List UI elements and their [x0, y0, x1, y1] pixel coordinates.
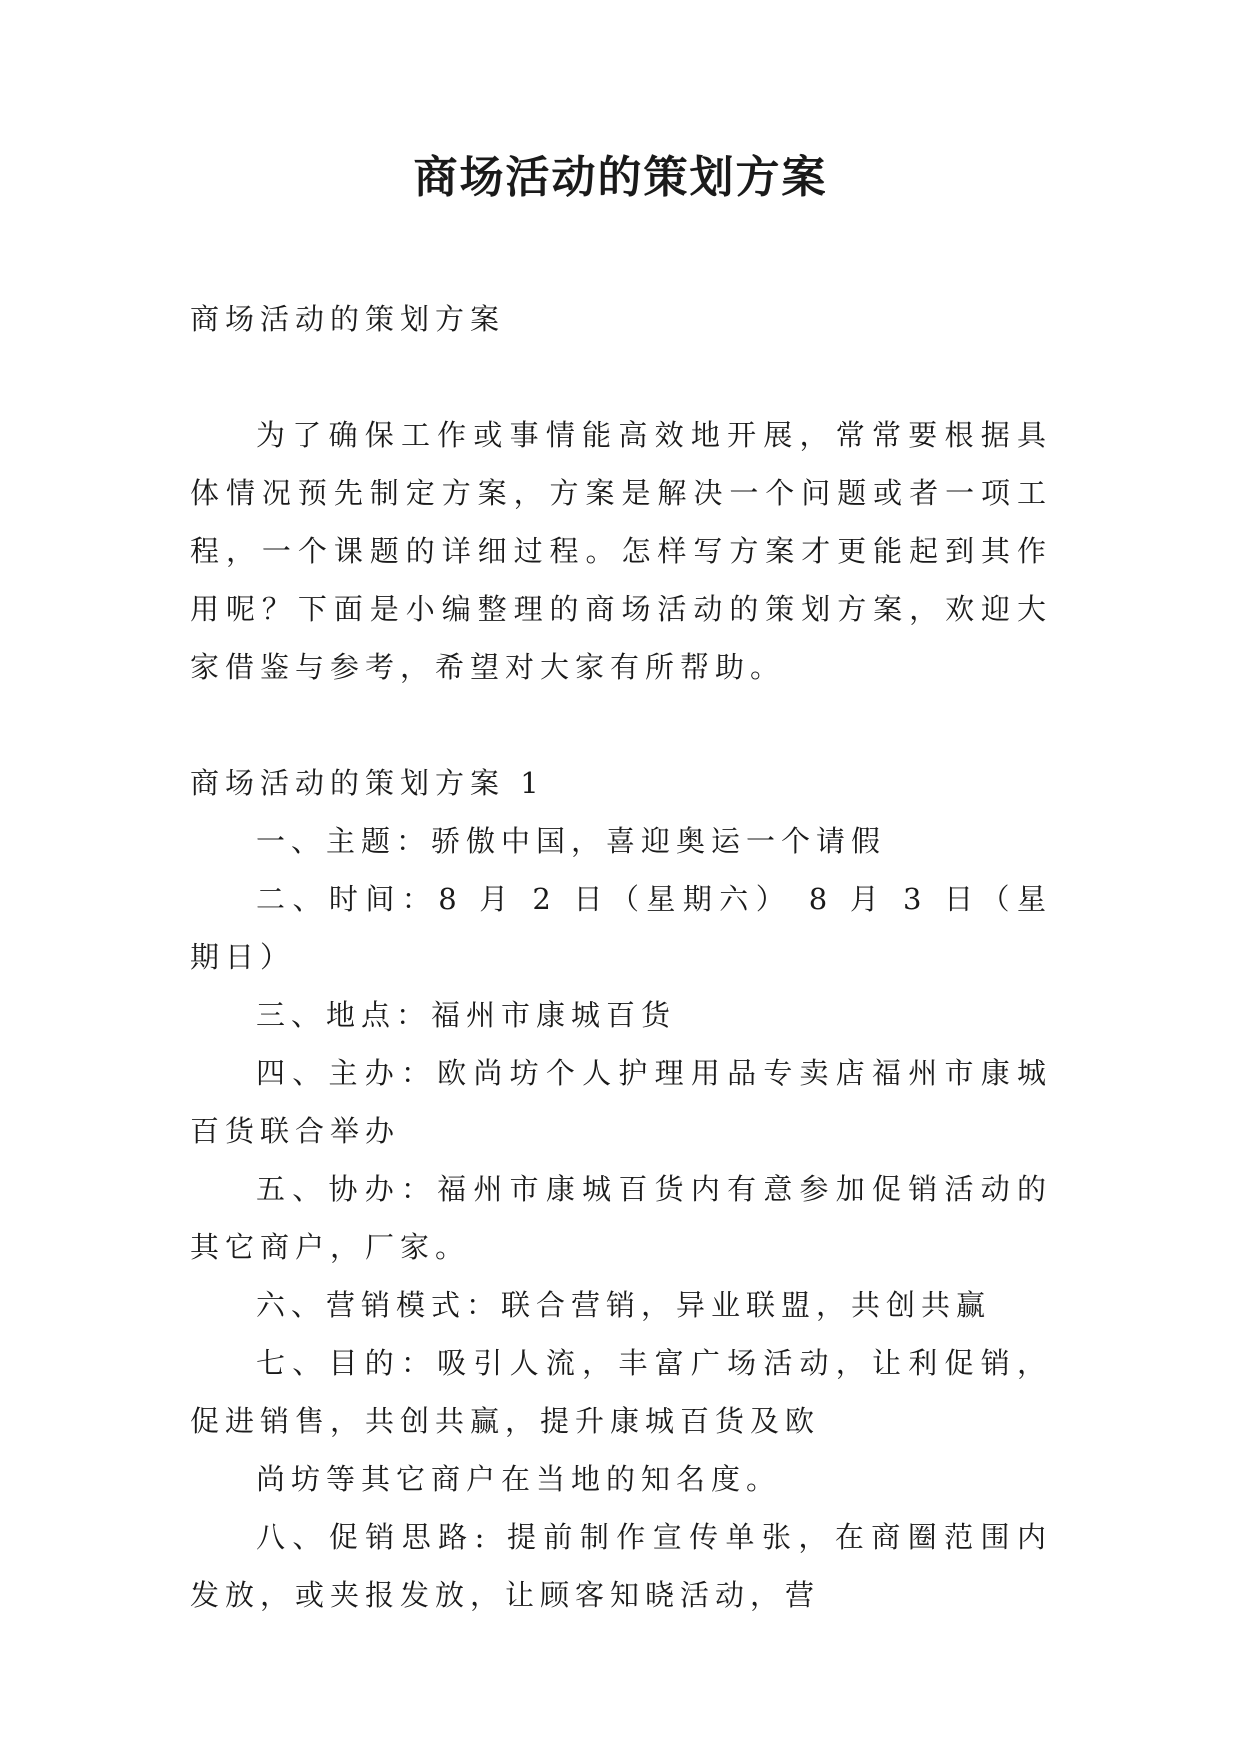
- list-item: 尚坊等其它商户在当地的知名度。: [256, 1462, 782, 1496]
- list-item: 五、协办：福州市康城百货内有意参加促销活动的其它商户，厂家。: [190, 1172, 1052, 1264]
- document-body: [190, 290, 1052, 1624]
- list-item: 一、主题：骄傲中国，喜迎奥运一个请假: [256, 824, 887, 858]
- document-title: 商场活动的策划方案: [413, 152, 828, 203]
- list-item: 四、主办：欧尚坊个人护理用品专卖店福州市康城百货联合举办: [190, 1056, 1052, 1148]
- list-item: 六、营销模式：联合营销，异业联盟，共创共赢: [256, 1288, 992, 1322]
- list-item: 八、促销思路: 提前制作宣传单张，在商圈范围内发放，或夹报发放，让顾客知晓活动，营: [190, 1520, 1052, 1612]
- section-heading: 商场活动的策划方案 1: [190, 766, 545, 800]
- list-item: 三、地点：福州市康城百货: [256, 998, 677, 1032]
- document-subtitle: 商场活动的策划方案: [190, 302, 506, 336]
- intro-paragraph: 为了确保工作或事情能高效地开展，常常要根据具体情况预先制定方案，方案是解决一个问题或者一项工程，一个课题的详细过程。怎样写方案才更能起到其作用呢？下面是小编整理的商场活动的策划方案，欢迎大家借鉴与参考，希望对大家有所帮助。: [190, 418, 1052, 684]
- list-item: 七、目的：吸引人流，丰富广场活动，让利促销，促进销售，共创共赢，提升康城百货及欧: [190, 1346, 1052, 1438]
- list-item: 二、时间：8 月 2 日（星期六） 8 月 3 日（星期日）: [190, 882, 1052, 974]
